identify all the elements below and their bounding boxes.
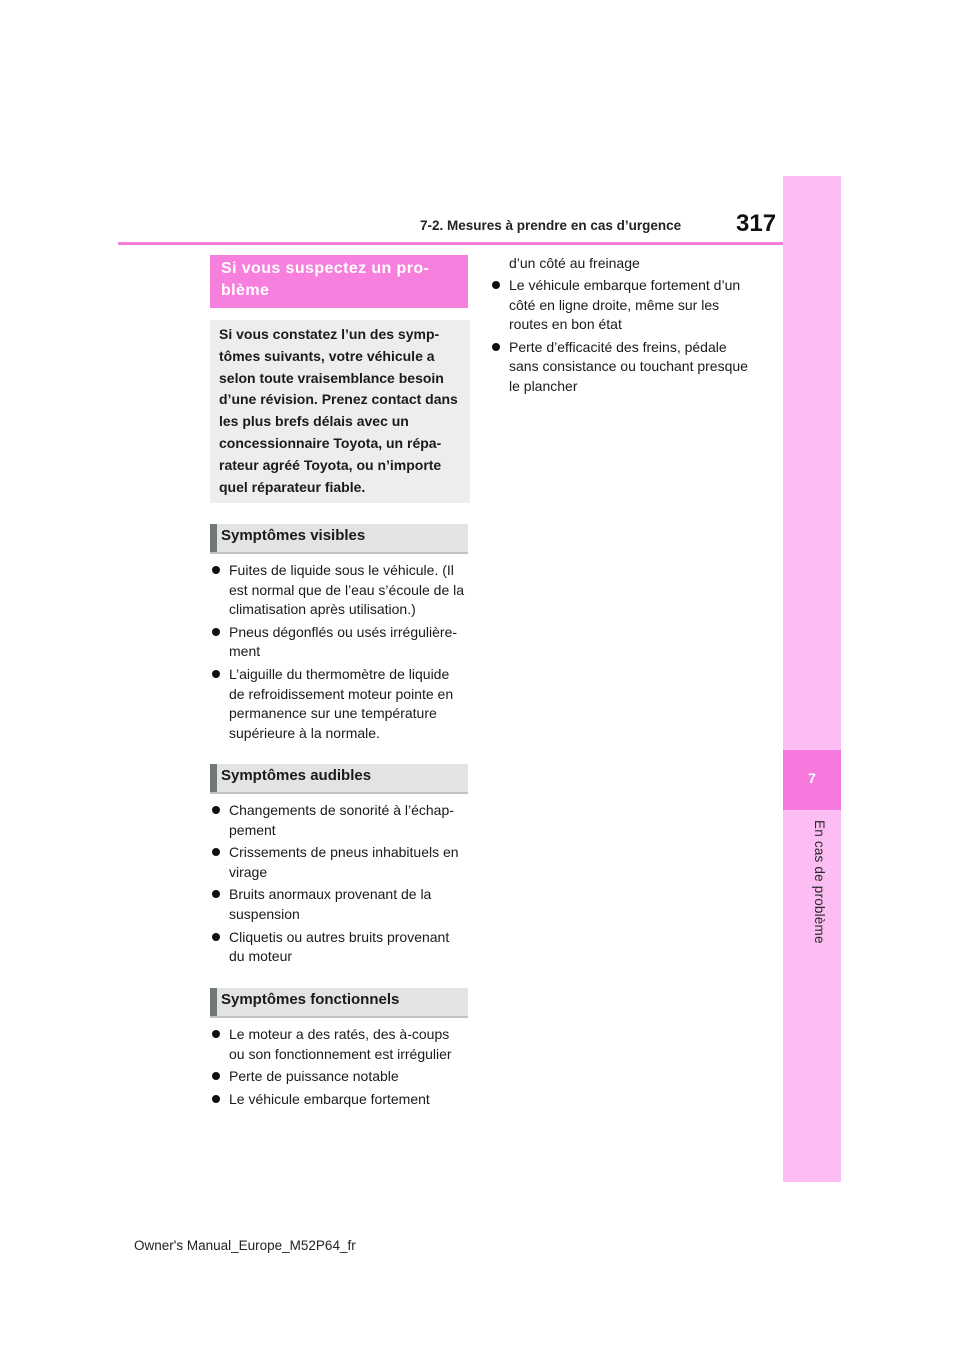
bullet-icon <box>492 343 500 351</box>
list-item: L’aiguille du thermomètre de liquide de refroidissement moteur pointe en permanence sur une température supérieure à la normale. <box>210 665 468 743</box>
list-item: Changements de sonorité à l’échap-pement <box>210 801 468 840</box>
bullet-icon <box>212 806 220 814</box>
continuation-text: d’un côté au freinage <box>509 255 640 271</box>
bullet-icon <box>492 281 500 289</box>
list-item: Crissements de pneus inhabituels en virage <box>210 843 468 882</box>
list-item: Le véhicule embarque fortement <box>210 1090 468 1110</box>
side-tab <box>783 176 841 1182</box>
bullet-list-functional <box>210 1025 468 1112</box>
bullet-list-visible <box>210 561 468 746</box>
bullet-icon <box>212 1072 220 1080</box>
chapter-title: En cas de problème <box>812 820 827 944</box>
list-item: Le moteur a des ratés, des à-coups ou son fonctionnement est irrégulier <box>210 1025 468 1064</box>
header-section-title: 7-2. Mesures à prendre en cas d’urgence <box>420 218 682 233</box>
list-item: Perte de puissance notable <box>210 1067 468 1087</box>
list-item: Cliquetis ou autres bruits provenant du moteur <box>210 928 468 967</box>
bullet-icon <box>212 628 220 636</box>
page-number: 317 <box>736 210 777 237</box>
intro-box: Si vous constatez l’un des symp-tômes suivants, votre véhicule a selon toute vraisemblance besoin d’une révision. Prenez contact dans les plus brefs délais avec un concessionnaire Toyota, un répa-rateur agréé Toyota, ou n’importe quel réparateur fiable. <box>210 320 470 503</box>
list-item: Pneus dégonflés ou usés irrégulière-ment <box>210 623 468 662</box>
section-heading-functional: Symptômes fonctionnels <box>210 988 468 1018</box>
footer-text: Owner's Manual_Europe_M52P64_fr <box>134 1238 356 1253</box>
bullet-icon <box>212 933 220 941</box>
bullet-list-audible <box>210 801 468 970</box>
bullet-icon <box>212 1095 220 1103</box>
section-heading-audible: Symptômes audibles <box>210 764 468 794</box>
list-item: Perte d’efficacité des freins, pédale sans consistance ou touchant presque le plancher <box>490 338 748 397</box>
bullet-icon <box>212 566 220 574</box>
header-rule <box>118 242 783 245</box>
bullet-icon <box>212 1030 220 1038</box>
main-heading: Si vous suspectez un pro-blème <box>210 255 468 308</box>
section-heading-visible: Symptômes visibles <box>210 524 468 554</box>
bullet-list-right <box>490 276 748 400</box>
bullet-icon <box>212 670 220 678</box>
chapter-number: 7 <box>808 770 816 786</box>
bullet-icon <box>212 890 220 898</box>
list-item: Fuites de liquide sous le véhicule. (Il est normal que de l’eau s’écoule de la climatisation après utilisation.) <box>210 561 468 620</box>
list-item: Le véhicule embarque fortement d’un côté en ligne droite, même sur les routes en bon état <box>490 276 748 335</box>
bullet-icon <box>212 848 220 856</box>
list-item: Bruits anormaux provenant de la suspension <box>210 885 468 924</box>
